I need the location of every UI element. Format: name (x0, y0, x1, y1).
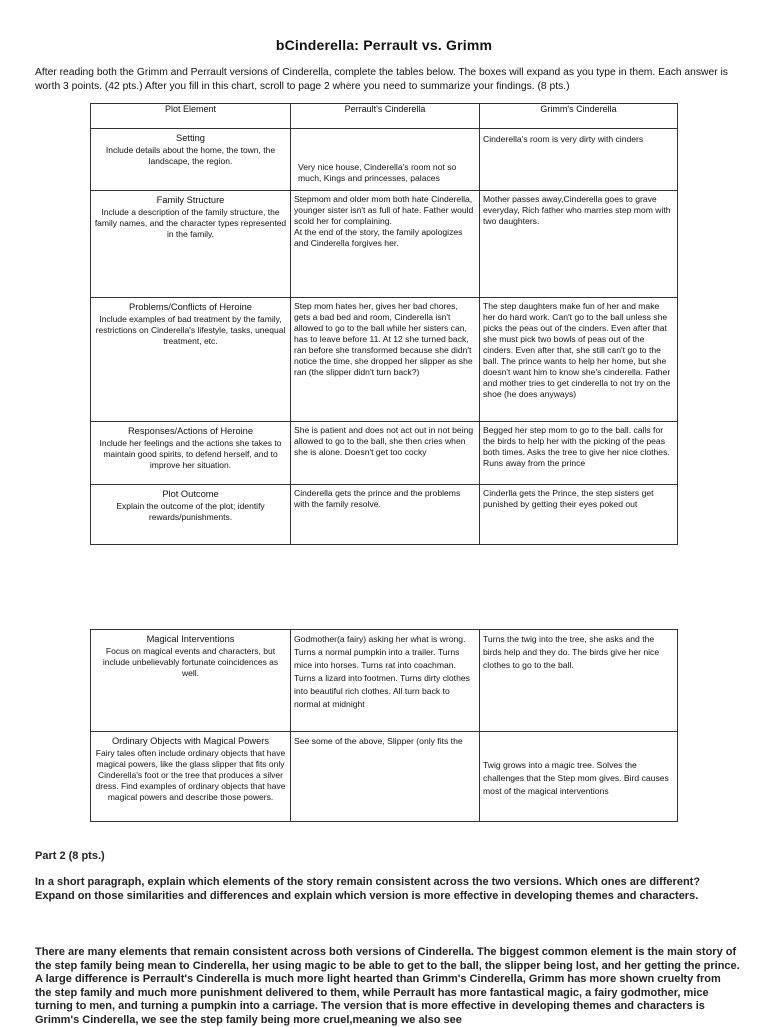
perrault-text: See some of the above, Slipper (only fits the (294, 736, 463, 746)
page-title: bCinderella: Perrault vs. Grimm (275, 37, 493, 53)
element-description: Include examples of bad treatment by the family, restrictions on Cinderella's lifestyle, tasks, unequal treatment, etc. (95, 313, 286, 346)
element-cell (91, 732, 291, 822)
perrault-text: Stepmom and older mom both hate Cinderella, younger sister isn't as full of hate. Father would scold her for complaining. At the end of the story, the family apologizes and Cinderella forgives her. (294, 194, 474, 248)
perrault-text: She is patient and does not act out in not being allowed to go to the ball, she then cries when she is alone. Doesn't get too cocky (294, 425, 474, 457)
perrault-answer[interactable] (291, 485, 480, 545)
perrault-text: Step mom hates her, gives her bad chores, gets a bad bed and room, Cinderella isn't allowed to go to the ball while her sisters can, has to leave before 11. At 12 she turned back, ran before she transformed because she didn't notice the time, she dropped her slipper as she ran (the slipper didn't turn back?) (294, 301, 473, 377)
element-cell (91, 422, 291, 485)
grimm-answer[interactable] (480, 422, 678, 485)
grimm-answer[interactable] (480, 298, 678, 422)
header-plot-element: Plot Element (91, 104, 291, 129)
perrault-answer[interactable] (291, 129, 480, 191)
element-title: Setting (176, 133, 205, 143)
grimm-text: Twig grows into a magic tree. Solves the challenges that the Step mom gives. Bird causes most of the magical interventions (483, 759, 669, 796)
element-description: Include her feelings and the actions she takes to maintain good spirits, to defend herself, and to improve her situation. (99, 437, 282, 470)
element-title: Magical Interventions (146, 634, 235, 644)
element-title: Responses/Actions of Heroine (127, 426, 254, 436)
grimm-text: Cinderella's room is very dirty with cinders (483, 134, 644, 144)
table-row (91, 732, 678, 822)
perrault-text: Cinderella gets the prince and the problems with the family resolve. (294, 488, 461, 509)
element-description: Explain the outcome of the plot; identify rewards/punishments. (116, 500, 265, 522)
grimm-text: Mother passes away,Cinderella goes to grave everyday, Rich father who marries step mom with two daughters. (483, 194, 671, 226)
element-description: Include details about the home, the town, the landscape, the region. (105, 144, 276, 166)
element-description: Fairy tales often include ordinary objects that have magical powers, like the glass slipper that fits only Cinderella's foot or the tree that produces a silver dress. Find examples of ordinary objects that have magical powers and describe those powers. (95, 747, 286, 802)
table-row (91, 630, 678, 732)
table-row (91, 129, 678, 191)
element-title: Ordinary Objects with Magical Powers (111, 736, 270, 746)
grimm-text: Turns the twig into the tree, she asks and the birds help and they do. The birds give her nice clothes to go to the ball. (483, 634, 660, 670)
header-perrault: Perrault's Cinderella (291, 104, 480, 129)
element-title: Family Structure (156, 195, 225, 205)
perrault-answer[interactable] (291, 422, 480, 485)
grimm-answer[interactable] (480, 191, 678, 298)
perrault-answer[interactable] (291, 191, 480, 298)
part2-prompt: In a short paragraph, explain which elements of the story remain consistent across the two versions. Which ones are different? Expand on those similarities and differences and explain which version is more effective in developing themes and characters. (35, 876, 701, 902)
grimm-answer[interactable] (480, 129, 678, 191)
element-title: Plot Outcome (162, 489, 219, 499)
perrault-answer[interactable] (291, 732, 480, 822)
element-title: Problems/Conflicts of Heroine (129, 302, 252, 312)
grimm-text: Begged her step mom to go to the ball. calls for the birds to help her with the picking of the peas both times. Asks the tree to give her nice clothes. Runs away from the prince (483, 425, 670, 468)
element-description: Focus on magical events and characters, but include unbelievably fortunate coincidences as well. (102, 645, 279, 678)
magic-table (90, 629, 678, 822)
element-cell (91, 129, 291, 191)
element-cell (91, 191, 291, 298)
grimm-text: The step daughters make fun of her and make her do hard work. Can't go to the ball unless she picks the peas out of the cinders. Even after that she must pick two bowls of peas out of the cinders. Even after that, she still can't go to the ball. The prince wants to help her home, but she doesn't want him to know she's cinderella. Father and mother tries to get cinderella to not try on the shoe (he does anyways) (483, 301, 671, 399)
grimm-answer[interactable] (480, 485, 678, 545)
part2-heading: Part 2 (8 pts.) (35, 850, 105, 862)
perrault-answer[interactable] (291, 298, 480, 422)
table-row (91, 422, 678, 485)
table-row (91, 485, 678, 545)
table-header-row (91, 104, 678, 129)
perrault-text: Very nice house, Cinderella's room not so much, Kings and princesses, palaces (298, 162, 457, 183)
grimm-text: Cinderlla gets the Prince, the step sisters get punished by getting their eyes poked out (483, 488, 654, 509)
grimm-answer[interactable] (480, 630, 678, 732)
comparison-table (90, 103, 678, 545)
part2-answer[interactable]: There are many elements that remain consistent across both versions of Cinderella. The biggest common element is the main story of the step family being mean to Cinderella, her using magic to be able to get to the ball, the slipper being lost, and her getting the prince. A large difference is Perrault's Cinderella is much more light hearted than Grimm's Cinderella, Grimm has more shown cruelty from the step family and much more punishment delivered to them, while Perrault has more fantastical magic, a fairy godmother, mice turning to men, and turning a pumpkin into a carriage. The version that is more effective in developing themes and characters is Grimm's Cinderella, we see the step family being more cruel,meaning we also see (35, 946, 740, 1026)
grimm-answer[interactable] (480, 732, 678, 822)
perrault-answer[interactable] (291, 630, 480, 732)
instructions: After reading both the Grimm and Perrault versions of Cinderella, complete the tables below. The boxes will expand as you type in them. Each answer is worth 3 points. (42 pts.) After you fill in this chart, scroll to page 2 where you need to summarize your findings. (8 pts.) (35, 67, 728, 92)
table-row (91, 298, 678, 422)
header-grimm: Grimm's Cinderella (480, 104, 678, 129)
element-cell (91, 298, 291, 422)
element-cell (91, 630, 291, 732)
element-description: Include a description of the family structure, the family names, and the character types represented in the family. (94, 206, 287, 239)
element-cell (91, 485, 291, 545)
table-row (91, 191, 678, 298)
perrault-text: Godmother(a fairy) asking her what is wrong. Turns a normal pumpkin into a trailer. Turns mice into horses. Turns rat into coachman. Turns a lizard into footmen. Turns dirty clothes into beautiful rich clothes. All turn back to normal at midnight (294, 634, 470, 709)
